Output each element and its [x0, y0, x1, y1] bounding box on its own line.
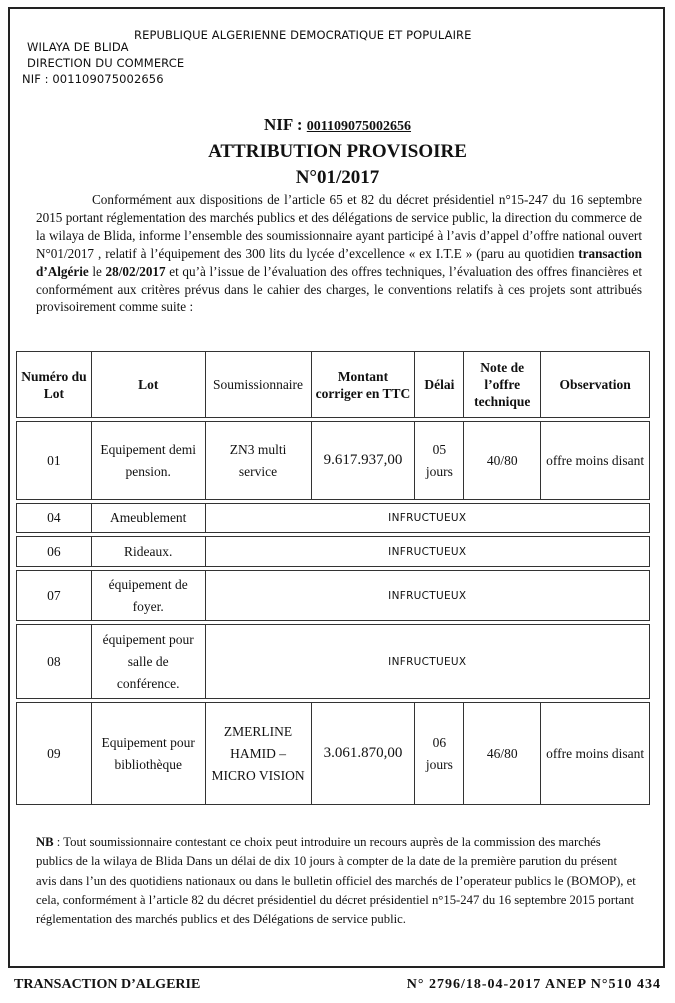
attribution-table	[16, 351, 650, 805]
intro-paragraph: Conformément aux dispositions de l’article 65 et 82 du décret présidentiel n°15-247 du 16 septembre 2015 portant réglementation des marchés publics et des délégations de service public, la direction du commerce de la wilaya de Blida, informe l’ensemble des soumissionnaire ayant participé à l’avis d’appel d’offre national ouvert N°01/2017 , relatif à l’équipement des 300 lits du lycée d’excellence « ex I.T.E » (paru au quotidien transaction d’Algérie le 28/02/2017 et qu’à l’issue de l’évaluation des offres techniques, l’évaluation des offres financières et conformément aux critères prévus dans le cahier des charges, le conventions relatifs à ces projets sont attribués provisoirement comme suite :	[36, 192, 642, 315]
direction-header: DIRECTION DU COMMERCE	[27, 56, 185, 70]
lot-number: 04	[17, 504, 92, 533]
infructueux-cell: INFRUCTUEUX	[205, 625, 649, 699]
document-number: N°01/2017	[295, 167, 380, 188]
lot-name: Equipement demi pension.	[91, 422, 205, 500]
lot-name: Rideaux.	[91, 537, 205, 567]
table-row	[17, 422, 650, 500]
infructueux-cell: INFRUCTUEUX	[205, 571, 649, 621]
note: 40/80	[464, 422, 541, 500]
lot-number: 09	[17, 703, 92, 805]
table-row	[17, 504, 650, 533]
republic-header: REPUBLIQUE ALGERIENNE DEMOCRATIQUE ET POPULAIRE	[134, 28, 472, 42]
wilaya-header: WILAYA DE BLIDA	[27, 40, 129, 54]
nb-note	[36, 833, 636, 929]
table-row	[17, 537, 650, 567]
lot-number: 01	[17, 422, 92, 500]
publication-date: 28/02/2017	[105, 263, 166, 279]
infructueux-cell: INFRUCTUEUX	[205, 537, 649, 567]
nb-text: : Tout soumissionnaire contestant ce choix peut introduire un recours auprès de la commission des marchés publics de la wilaya de Blida Dans un délai de dix 10 jours à compter de la date de la première parution du présent avis dans l’un des quotidiens nationaux ou dans le bulletin officiel des marchés de l’operateur publics le (BOMOP), et cela, conformément à l’article 82 du décret présidentiel du décret présidentiel n°15-247 du 16 septembre 2015 portant réglementation des marchés publics et des Délégations de service public.	[36, 835, 636, 927]
table-row	[17, 571, 650, 621]
lot-name: équipement pour salle de conférence.	[91, 625, 205, 699]
nif-label: NIF :	[263, 115, 303, 134]
nif-header: NIF : 001109075002656	[22, 72, 164, 86]
footer-publication: TRANSACTION D’ALGERIE	[14, 977, 201, 992]
delai: 06 jours	[415, 703, 464, 805]
observation: offre moins disant	[541, 422, 650, 500]
col-header-lot: Lot	[91, 352, 205, 418]
infructueux-cell: INFRUCTUEUX	[205, 504, 649, 533]
soumissionnaire: ZN3 multi service	[205, 422, 311, 500]
soumissionnaire: ZMERLINE HAMID – MICRO VISION	[205, 703, 311, 805]
col-header-delai: Délai	[415, 352, 464, 418]
montant: 9.617.937,00	[311, 422, 415, 500]
newspaper-name: transaction d’Algérie	[36, 245, 642, 279]
lot-name: Ameublement	[91, 504, 205, 533]
table-row	[17, 703, 650, 805]
montant: 3.061.870,00	[311, 703, 415, 805]
col-header-montant: Montant corriger en TTC	[311, 352, 415, 418]
nif-line	[0, 115, 675, 135]
observation: offre moins disant	[541, 703, 650, 805]
col-header-observation: Observation	[541, 352, 650, 418]
note: 46/80	[464, 703, 541, 805]
table-row	[17, 625, 650, 699]
lot-number: 07	[17, 571, 92, 621]
lot-name: équipement de foyer.	[91, 571, 205, 621]
col-header-note: Note de l’offre technique	[464, 352, 541, 418]
nb-label: NB	[36, 835, 54, 849]
col-header-numero: Numéro du Lot	[17, 352, 92, 418]
lot-name: Equipement pour bibliothèque	[91, 703, 205, 805]
document-title: ATTRIBUTION PROVISOIRE	[208, 141, 467, 162]
footer-reference: N° 2796/18-04-2017 ANEP N°510 434	[406, 977, 661, 992]
nif-number: 001109075002656	[306, 119, 412, 134]
delai: 05 jours	[415, 422, 464, 500]
lot-number: 06	[17, 537, 92, 567]
table-header-row	[17, 352, 650, 418]
col-header-soumissionnaire: Soumissionnaire	[205, 352, 311, 418]
lot-number: 08	[17, 625, 92, 699]
